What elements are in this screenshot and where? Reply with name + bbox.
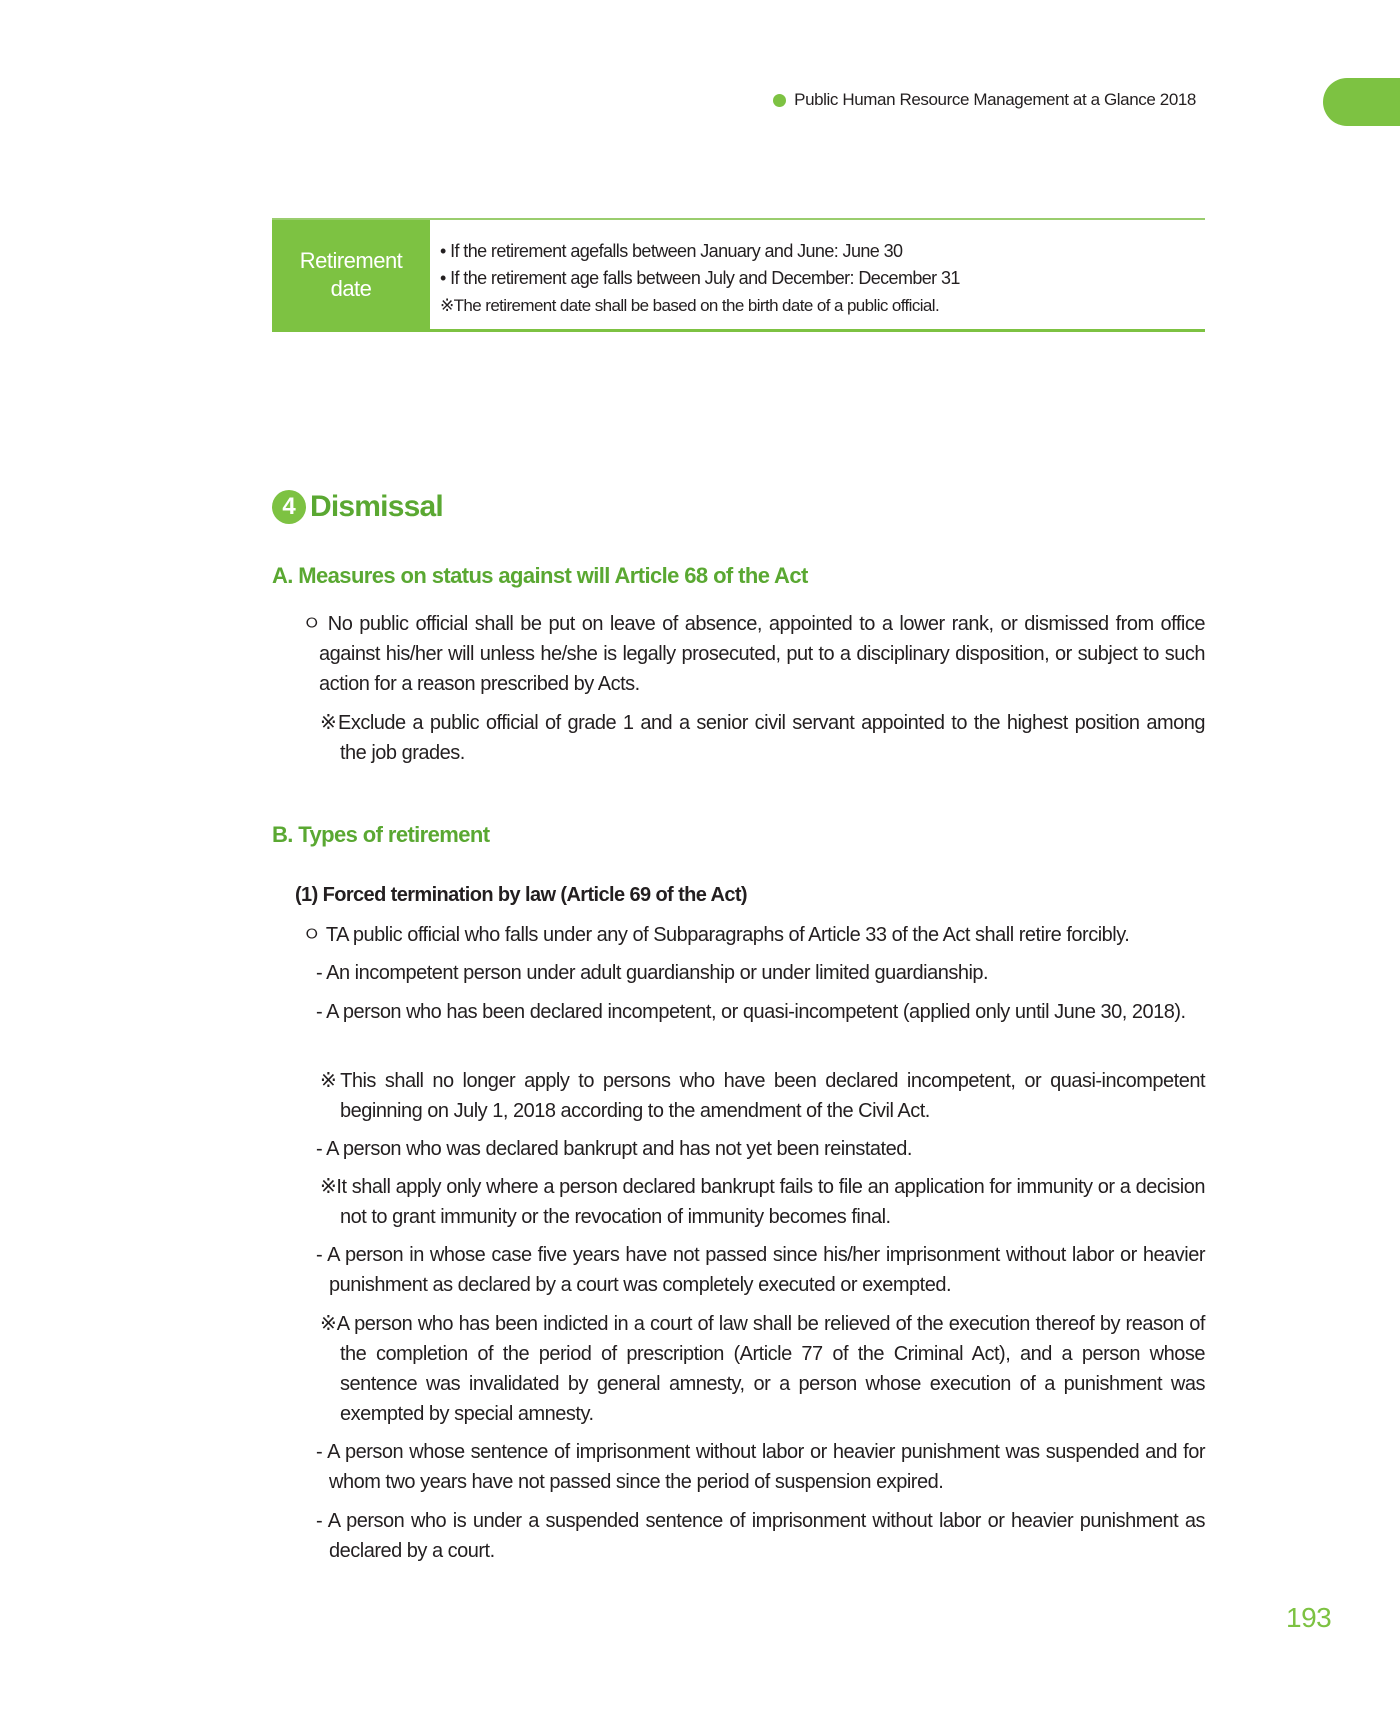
list-note: ※It shall apply only where a person declared bankrupt fails to file an application for immunity or a decision not to grant immunity or the revocation of immunity becomes final.	[320, 1176, 1205, 1228]
list-note: ※A person who has been indicted in a court of law shall be relieved of the execution thereof by reason of the completion of the period of prescription (Article 77 of the Criminal Act), and a person whose sentence was invalidated by general amnesty, or a person whose execution of a punishment was exempted by special amnesty.	[320, 1313, 1205, 1425]
list-note: ※This shall no longer apply to persons who have been declared incompetent, or quasi-incompetent beginning on July 1, 2018 according to the amendment of the Civil Act.	[320, 1070, 1205, 1122]
list-item: - An incompetent person under adult guardianship or under limited guardianship.	[316, 962, 989, 984]
subsection-a-note: ※Exclude a public official of grade 1 and a senior civil servant appointed to the highest position among the job grades.	[320, 712, 1205, 764]
retirement-date-label	[272, 220, 430, 329]
item-intro: ㅇ TA public official who falls under any of Subparagraphs of Article 33 of the Act shall retire forcibly.	[302, 924, 1130, 946]
retirement-date-table	[272, 218, 1205, 332]
retirement-note: ※The retirement date shall be based on the birth date of a public official.	[440, 296, 940, 315]
retirement-date-label-text: Retirement date	[299, 247, 403, 301]
retirement-line: • If the retirement agefalls between January and June: June 30	[440, 241, 903, 261]
running-header	[773, 90, 1196, 110]
retirement-date-details	[430, 220, 960, 329]
page-number: 193	[1286, 1602, 1332, 1633]
page-edge-tab	[1323, 78, 1400, 126]
subsection-b-title: B. Types of retirement	[272, 822, 490, 847]
section-heading: Dismissal	[310, 490, 443, 523]
section-title	[272, 490, 443, 524]
item-title: (1) Forced termination by law (Article 69 of the Act)	[295, 884, 747, 906]
subsection-a-title: A. Measures on status against will Article 68 of the Act	[272, 563, 808, 588]
running-header-title: Public Human Resource Management at a Glance 2018	[794, 90, 1196, 109]
bullet-dot-icon	[773, 94, 786, 107]
list-item: - A person whose sentence of imprisonment without labor or heavier punishment was suspended and for whom two years have not passed since the period of suspension expired.	[316, 1441, 1205, 1493]
retirement-line: • If the retirement age falls between July and December: December 31	[440, 268, 960, 288]
list-item: - A person in whose case five years have not passed since his/her imprisonment without labor or heavier punishment as declared by a court was completely executed or exempted.	[316, 1244, 1205, 1296]
subsection-a-paragraph: ㅇ No public official shall be put on leave of absence, appointed to a lower rank, or dismissed from office against his/her will unless he/she is legally prosecuted, put to a disciplinary disposition, or subject to such action for a reason prescribed by Acts.	[302, 613, 1205, 695]
list-item: - A person who is under a suspended sentence of imprisonment without labor or heavier punishment as declared by a court.	[316, 1510, 1205, 1562]
list-item: - A person who has been declared incompetent, or quasi-incompetent (applied only until June 30, 2018).	[316, 1001, 1186, 1023]
list-item: - A person who was declared bankrupt and has not yet been reinstated.	[316, 1138, 912, 1160]
section-number-icon: 4	[272, 490, 306, 524]
